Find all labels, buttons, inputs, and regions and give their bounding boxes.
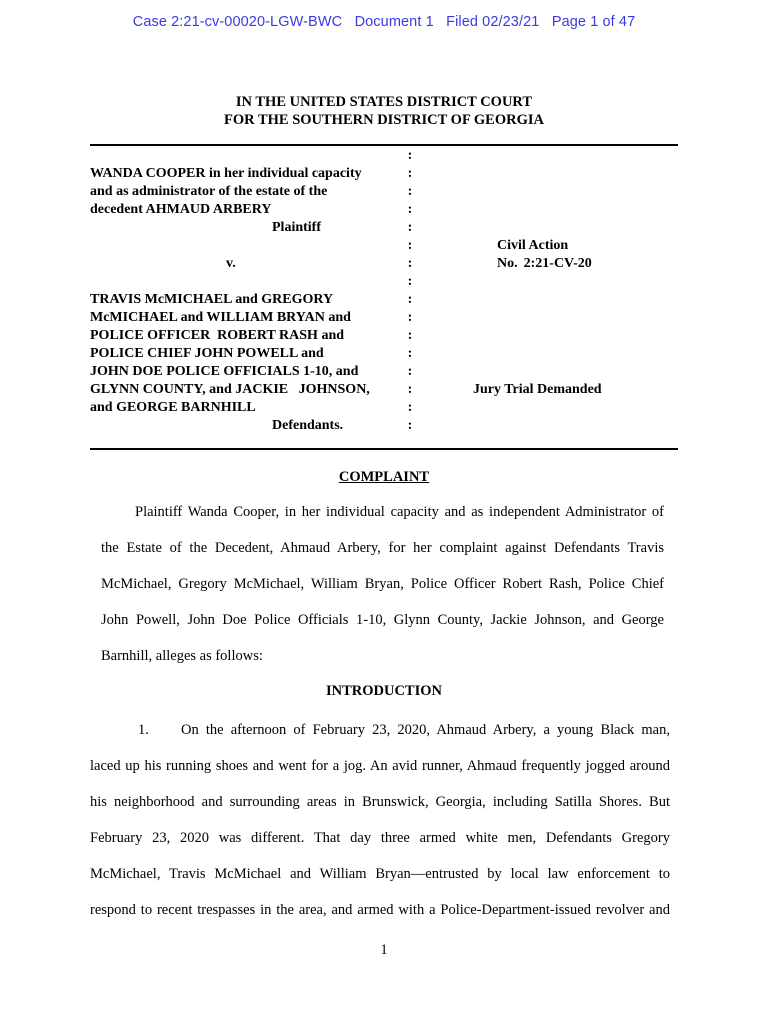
- paragraph-line: John Powell, John Doe Police Officials 1-10, Glynn County, Jackie Johnson, and George: [101, 612, 664, 628]
- paragraph-line: respond to recent trespasses in the area, and armed with a Police-Department-issued revolver and: [90, 902, 670, 918]
- caption-colon: :: [407, 328, 413, 343]
- court-title-line-2: FOR THE SOUTHERN DISTRICT OF GEORGIA: [223, 112, 544, 128]
- caption-colon: :: [407, 364, 413, 379]
- defendant-line: and GEORGE BARNHILL: [90, 400, 256, 415]
- caption-colon: :: [407, 274, 413, 289]
- caption-colon: :: [407, 346, 413, 361]
- plaintiff-line: WANDA COOPER in her individual capacity: [90, 166, 362, 181]
- paragraph-line: [90, 712, 670, 748]
- caption-colon: :: [407, 418, 413, 433]
- caption-colon: :: [407, 256, 413, 271]
- caption-top-rule: [90, 144, 678, 146]
- paragraph-line-text: On the afternoon of February 23, 2020, Ahmaud Arbery, a young Black man,: [181, 722, 670, 738]
- versus-label: v.: [226, 256, 236, 271]
- defendant-line: POLICE OFFICER ROBERT RASH and: [90, 328, 345, 343]
- paragraph-number: 1.: [138, 722, 149, 738]
- ecf-filing-header: Case 2:21-cv-00020-LGW-BWC Document 1 Filed 02/23/21 Page 1 of 47: [132, 14, 636, 30]
- introduction-heading: INTRODUCTION: [325, 683, 442, 699]
- paragraph-line: McMichael, Gregory McMichael, William Bryan, Police Officer Robert Rash, Police Chief: [101, 576, 664, 592]
- caption-colon: :: [407, 148, 413, 163]
- plaintiff-line: decedent AHMAUD ARBERY: [90, 202, 272, 217]
- caption-bottom-rule: [90, 448, 678, 450]
- defendant-line: McMICHAEL and WILLIAM BRYAN and: [90, 310, 351, 325]
- paragraph-line: laced up his running shoes and went for a jog. An avid runner, Ahmaud frequently jogged around: [90, 758, 670, 774]
- caption-colon: :: [407, 238, 413, 253]
- caption-colon-column: [404, 147, 416, 435]
- caption-colon: :: [407, 400, 413, 415]
- defendant-line: GLYNN COUNTY, and JACKIE JOHNSON,: [90, 382, 370, 397]
- paragraph-line: February 23, 2020 was different. That day three armed white men, Defendants Gregory: [90, 830, 670, 846]
- defendant-line: JOHN DOE POLICE OFFICIALS 1-10, and: [90, 364, 359, 379]
- page-number: 1: [380, 942, 388, 958]
- plaintiff-role: Plaintiff: [272, 220, 321, 235]
- caption-colon: :: [407, 220, 413, 235]
- court-title-line-1: IN THE UNITED STATES DISTRICT COURT: [235, 94, 533, 110]
- paragraph-line: the Estate of the Decedent, Ahmaud Arbery, for her complaint against Defendants Travis: [101, 540, 664, 556]
- plaintiff-name-block: [90, 165, 362, 219]
- case-number-line: [497, 255, 592, 273]
- caption-colon: :: [407, 202, 413, 217]
- jury-trial-demand: Jury Trial Demanded: [473, 382, 602, 397]
- case-number: 2:21-CV-20: [523, 256, 592, 271]
- defendants-role: Defendants.: [272, 418, 344, 433]
- case-number-label: No.: [497, 256, 518, 271]
- defendants-name-block: [90, 291, 370, 417]
- complaint-intro-paragraph: [101, 494, 664, 674]
- paragraph-line: his neighborhood and surrounding areas in Brunswick, Georgia, including Satilla Shores. But: [90, 794, 670, 810]
- paragraph-line: Barnhill, alleges as follows:: [101, 648, 263, 664]
- caption-colon: :: [407, 166, 413, 181]
- plaintiff-line: and as administrator of the estate of the: [90, 184, 328, 199]
- paragraph-1: [90, 712, 670, 928]
- caption-colon: :: [407, 382, 413, 397]
- defendant-line: TRAVIS McMICHAEL and GREGORY: [90, 292, 334, 307]
- complaint-heading: COMPLAINT: [338, 469, 430, 485]
- paragraph-line: Plaintiff Wanda Cooper, in her individual capacity and as independent Administrator of: [135, 504, 664, 520]
- caption-colon: :: [407, 292, 413, 307]
- civil-action-label: Civil Action: [497, 238, 569, 253]
- court-title: [0, 93, 768, 129]
- caption-colon: :: [407, 184, 413, 199]
- paragraph-line: McMichael, Travis McMichael and William Bryan—entrusted by local law enforcement to: [90, 866, 670, 882]
- defendant-line: POLICE CHIEF JOHN POWELL and: [90, 346, 324, 361]
- caption-colon: :: [407, 310, 413, 325]
